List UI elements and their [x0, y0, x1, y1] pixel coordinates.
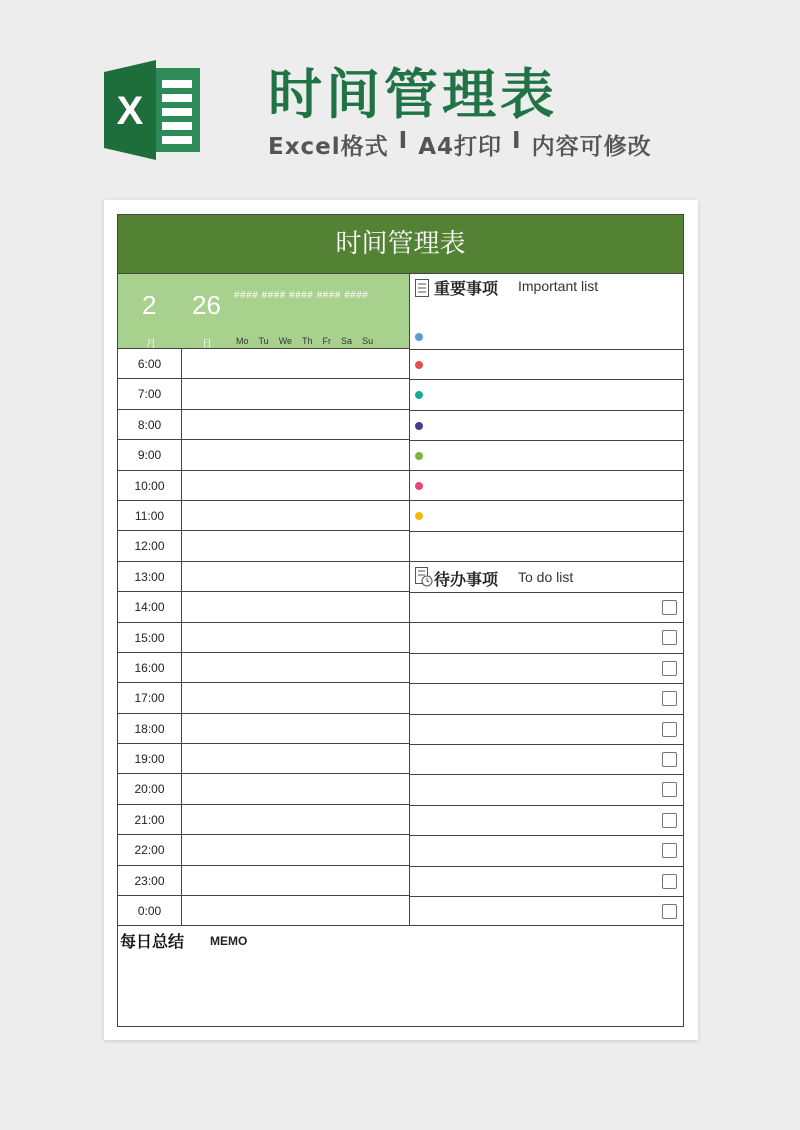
- right-column: [410, 274, 683, 927]
- time-slot[interactable]: [182, 896, 409, 926]
- todo-checkbox[interactable]: [662, 600, 677, 615]
- important-title-en: Important list: [518, 278, 599, 294]
- todo-item[interactable]: [410, 775, 683, 805]
- time-row: [118, 805, 409, 835]
- todo-item[interactable]: [410, 836, 683, 866]
- time-slot[interactable]: [182, 410, 409, 439]
- todo-checkbox[interactable]: [662, 691, 677, 706]
- priority-dot: [415, 391, 423, 399]
- weekday-row: [236, 336, 373, 346]
- day-label: 日: [202, 339, 212, 350]
- important-item[interactable]: [410, 411, 683, 441]
- time-label: 12:00: [118, 531, 182, 560]
- time-slot[interactable]: [182, 471, 409, 500]
- time-label: 19:00: [118, 744, 182, 773]
- time-label: 11:00: [118, 501, 182, 530]
- important-item[interactable]: [410, 532, 683, 562]
- time-row: [118, 774, 409, 804]
- subtitle-format: Excel格式: [268, 134, 389, 160]
- todo-item[interactable]: [410, 897, 683, 927]
- time-row: [118, 623, 409, 653]
- paper: [104, 200, 698, 1040]
- todo-checkbox[interactable]: [662, 752, 677, 767]
- important-item[interactable]: [410, 501, 683, 531]
- todo-title-en: To do list: [518, 569, 574, 586]
- time-label: 18:00: [118, 714, 182, 743]
- memo-title: 每日总结: [120, 932, 185, 951]
- date-overflow: #### #### #### #### ####: [234, 290, 369, 301]
- todo-item[interactable]: [410, 593, 683, 623]
- divider: [118, 925, 683, 926]
- important-item[interactable]: [410, 350, 683, 380]
- important-item[interactable]: [410, 471, 683, 501]
- time-row: [118, 379, 409, 409]
- time-label: 7:00: [118, 379, 182, 408]
- page-title: 时间管理表: [268, 63, 558, 126]
- time-label: 14:00: [118, 592, 182, 621]
- time-label: 0:00: [118, 896, 182, 926]
- time-slot[interactable]: [182, 683, 409, 712]
- todo-checkbox[interactable]: [662, 661, 677, 676]
- time-slot[interactable]: [182, 592, 409, 621]
- subtitle-print: A4打印: [418, 134, 503, 160]
- time-slot[interactable]: [182, 501, 409, 530]
- time-row: [118, 501, 409, 531]
- todo-checkbox[interactable]: [662, 630, 677, 645]
- time-label: 10:00: [118, 471, 182, 500]
- time-row: [118, 349, 409, 379]
- time-row: [118, 653, 409, 683]
- time-row: [118, 866, 409, 896]
- time-label: 23:00: [118, 866, 182, 895]
- time-row: [118, 440, 409, 470]
- time-label: 13:00: [118, 562, 182, 591]
- important-item[interactable]: [410, 380, 683, 410]
- time-slot[interactable]: [182, 653, 409, 682]
- priority-dot: [415, 482, 423, 490]
- month-number[interactable]: 2: [142, 290, 157, 320]
- todo-header: [410, 562, 683, 593]
- important-item[interactable]: [410, 441, 683, 471]
- time-slot[interactable]: [182, 623, 409, 652]
- todo-title: 待办事项: [434, 570, 499, 590]
- sheet-banner: 时间管理表: [118, 215, 683, 273]
- date-block: [118, 274, 409, 349]
- time-row: [118, 410, 409, 440]
- time-slot[interactable]: [182, 774, 409, 803]
- time-row: [118, 683, 409, 713]
- time-slot[interactable]: [182, 379, 409, 408]
- todo-item[interactable]: [410, 867, 683, 897]
- priority-dot: [415, 512, 423, 520]
- month-label: 月: [146, 339, 156, 350]
- todo-checkbox[interactable]: [662, 722, 677, 737]
- time-slot[interactable]: [182, 835, 409, 864]
- time-label: 6:00: [118, 349, 182, 378]
- time-label: 9:00: [118, 440, 182, 469]
- time-slot[interactable]: [182, 744, 409, 773]
- svg-text:X: X: [116, 89, 144, 133]
- weekday: Tu: [258, 336, 269, 346]
- weekday: We: [278, 336, 293, 346]
- todo-list: [410, 593, 683, 927]
- todo-item[interactable]: [410, 654, 683, 684]
- subtitle-separator: I: [512, 128, 522, 154]
- subtitle: [268, 128, 652, 161]
- time-row: [118, 592, 409, 622]
- priority-dot: [415, 422, 423, 430]
- subtitle-editable: 内容可修改: [531, 134, 652, 160]
- todo-checkbox[interactable]: [662, 843, 677, 858]
- important-header: [410, 274, 683, 350]
- time-slot[interactable]: [182, 714, 409, 743]
- list-icon: [415, 279, 429, 297]
- weekday: Th: [302, 336, 313, 346]
- time-label: 16:00: [118, 653, 182, 682]
- todo-checkbox[interactable]: [662, 874, 677, 889]
- time-label: 15:00: [118, 623, 182, 652]
- time-label: 20:00: [118, 774, 182, 803]
- todo-checkbox[interactable]: [662, 813, 677, 828]
- todo-item[interactable]: [410, 745, 683, 775]
- subtitle-separator: I: [398, 128, 409, 154]
- priority-dot: [415, 361, 423, 369]
- time-sheet: [117, 214, 684, 1027]
- time-slot[interactable]: [182, 805, 409, 834]
- important-title: 重要事项: [434, 279, 499, 298]
- weekday: Mo: [236, 336, 249, 346]
- todo-checkbox[interactable]: [662, 904, 677, 919]
- time-row: [118, 744, 409, 774]
- todo-checkbox[interactable]: [662, 782, 677, 797]
- todo-item[interactable]: [410, 806, 683, 836]
- time-slot[interactable]: [182, 440, 409, 469]
- time-slot[interactable]: [182, 349, 409, 378]
- day-number[interactable]: 26: [192, 290, 221, 320]
- memo-title-en: MEMO: [210, 934, 248, 948]
- weekday: Su: [362, 336, 374, 346]
- time-row: [118, 562, 409, 592]
- todo-clock-icon: [415, 567, 433, 587]
- time-row: [118, 471, 409, 501]
- time-slot[interactable]: [182, 531, 409, 560]
- time-label: 17:00: [118, 683, 182, 712]
- time-row: [118, 896, 409, 926]
- time-label: 21:00: [118, 805, 182, 834]
- todo-item[interactable]: [410, 715, 683, 745]
- time-label: 22:00: [118, 835, 182, 864]
- todo-item[interactable]: [410, 623, 683, 653]
- weekday: Sa: [341, 336, 353, 346]
- time-row: [118, 714, 409, 744]
- time-row: [118, 531, 409, 561]
- excel-logo-icon: [104, 60, 204, 160]
- time-slot[interactable]: [182, 562, 409, 591]
- time-grid: [118, 349, 409, 926]
- time-slot[interactable]: [182, 866, 409, 895]
- priority-dot: [415, 333, 423, 341]
- priority-dot: [415, 452, 423, 460]
- weekday: Fr: [322, 336, 332, 346]
- todo-item[interactable]: [410, 684, 683, 714]
- time-row: [118, 835, 409, 865]
- time-label: 8:00: [118, 410, 182, 439]
